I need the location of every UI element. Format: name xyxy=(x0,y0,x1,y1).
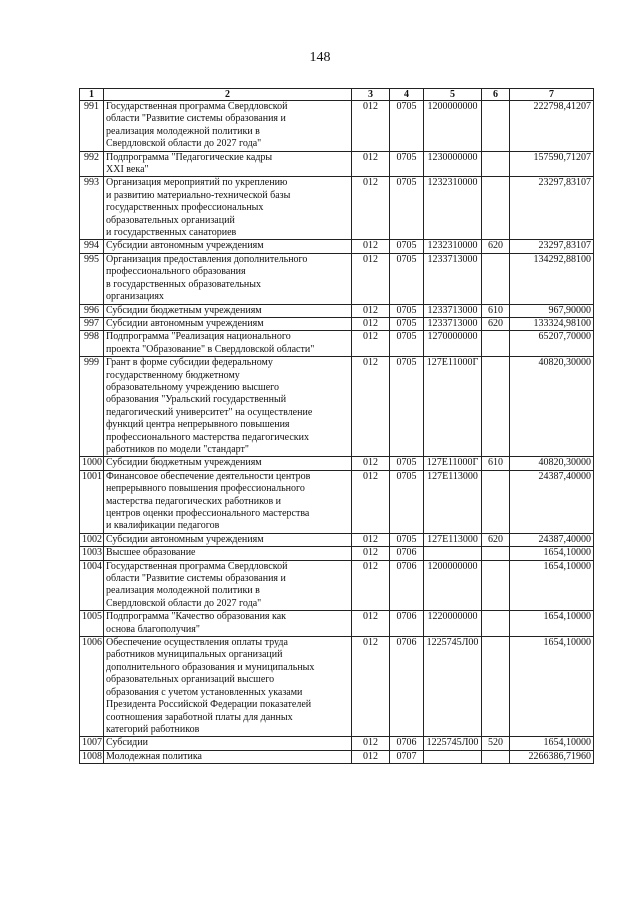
expense-type-cell xyxy=(482,253,510,304)
expense-type-cell: 610 xyxy=(482,457,510,470)
row-number-cell: 995 xyxy=(80,253,104,304)
row-number-cell: 1008 xyxy=(80,750,104,763)
amount-cell: 1654,10000 xyxy=(510,547,594,560)
target-article-cell: 1233713000 xyxy=(424,317,482,330)
target-article-cell: 1230000000 xyxy=(424,151,482,177)
expense-type-cell: 610 xyxy=(482,304,510,317)
row-name-cell: Субсидии бюджетным учреждениям xyxy=(104,457,352,470)
target-article-cell: 1270000000 xyxy=(424,331,482,357)
target-article-cell: 1232310000 xyxy=(424,240,482,253)
row-number-cell: 1003 xyxy=(80,547,104,560)
section-code-cell: 0705 xyxy=(390,331,424,357)
section-code-cell: 0706 xyxy=(390,637,424,737)
amount-cell: 24387,40000 xyxy=(510,470,594,533)
column-header: 2 xyxy=(104,89,352,101)
table-row xyxy=(80,240,594,253)
target-article-cell: 1233713000 xyxy=(424,304,482,317)
row-number-cell: 991 xyxy=(80,101,104,152)
expense-type-cell xyxy=(482,331,510,357)
row-number-cell: 999 xyxy=(80,357,104,457)
section-code-cell: 0705 xyxy=(390,457,424,470)
section-code-cell: 0705 xyxy=(390,533,424,546)
row-number-cell: 1007 xyxy=(80,737,104,750)
row-name-cell: Подпрограмма "Реализация национального проекта "Образование" в Свердловской области" xyxy=(104,331,352,357)
row-number-cell: 997 xyxy=(80,317,104,330)
target-article-cell: 1200000000 xyxy=(424,560,482,611)
row-number-cell: 1000 xyxy=(80,457,104,470)
ministry-code-cell: 012 xyxy=(352,560,390,611)
amount-cell: 134292,88100 xyxy=(510,253,594,304)
ministry-code-cell: 012 xyxy=(352,611,390,637)
row-number-cell: 992 xyxy=(80,151,104,177)
expense-type-cell xyxy=(482,151,510,177)
table-row xyxy=(80,331,594,357)
table-row xyxy=(80,560,594,611)
budget-table xyxy=(79,88,594,764)
amount-cell: 1654,10000 xyxy=(510,611,594,637)
table-row xyxy=(80,317,594,330)
expense-type-cell xyxy=(482,560,510,611)
amount-cell: 133324,98100 xyxy=(510,317,594,330)
ministry-code-cell: 012 xyxy=(352,331,390,357)
amount-cell: 1654,10000 xyxy=(510,560,594,611)
section-code-cell: 0707 xyxy=(390,750,424,763)
table-row xyxy=(80,253,594,304)
ministry-code-cell: 012 xyxy=(352,101,390,152)
row-number-cell: 1005 xyxy=(80,611,104,637)
row-number-cell: 1006 xyxy=(80,637,104,737)
ministry-code-cell: 012 xyxy=(352,357,390,457)
target-article-cell: 1225745Л00 xyxy=(424,737,482,750)
column-header: 3 xyxy=(352,89,390,101)
ministry-code-cell: 012 xyxy=(352,457,390,470)
target-article-cell: 127Е11000Г xyxy=(424,357,482,457)
amount-cell: 2266386,71960 xyxy=(510,750,594,763)
table-row xyxy=(80,547,594,560)
expense-type-cell xyxy=(482,177,510,240)
amount-cell: 40820,30000 xyxy=(510,457,594,470)
expense-type-cell xyxy=(482,357,510,457)
target-article-cell: 1232310000 xyxy=(424,177,482,240)
row-name-cell: Субсидии автономным учреждениям xyxy=(104,533,352,546)
amount-cell: 65207,70000 xyxy=(510,331,594,357)
section-code-cell: 0705 xyxy=(390,240,424,253)
row-number-cell: 1004 xyxy=(80,560,104,611)
row-number-cell: 994 xyxy=(80,240,104,253)
section-code-cell: 0706 xyxy=(390,737,424,750)
target-article-cell: 1225745Л00 xyxy=(424,637,482,737)
section-code-cell: 0705 xyxy=(390,317,424,330)
section-code-cell: 0706 xyxy=(390,560,424,611)
expense-type-cell xyxy=(482,611,510,637)
amount-cell: 23297,83107 xyxy=(510,177,594,240)
row-number-cell: 1002 xyxy=(80,533,104,546)
row-name-cell: Субсидии автономным учреждениям xyxy=(104,240,352,253)
row-name-cell: Субсидии автономным учреждениям xyxy=(104,317,352,330)
ministry-code-cell: 012 xyxy=(352,547,390,560)
target-article-cell: 127Е113000 xyxy=(424,470,482,533)
expense-type-cell: 620 xyxy=(482,240,510,253)
row-name-cell: Государственная программа Свердловской области "Развитие системы образования и реализация молодежной политики в Свердловской области до 2027 года" xyxy=(104,101,352,152)
section-code-cell: 0705 xyxy=(390,357,424,457)
row-name-cell: Грант в форме субсидии федеральному государственному бюджетному образовательному учреждению высшего образования "Уральский государственный педагогический университет" на осуществление функций центра непрерывного повышения профессионального мастерства педагогических работников по модели "стандарт" xyxy=(104,357,352,457)
amount-cell: 1654,10000 xyxy=(510,637,594,737)
page-number: 148 xyxy=(309,50,331,65)
amount-cell: 23297,83107 xyxy=(510,240,594,253)
table-row xyxy=(80,357,594,457)
table-row xyxy=(80,457,594,470)
column-header: 7 xyxy=(510,89,594,101)
expense-type-cell xyxy=(482,547,510,560)
ministry-code-cell: 012 xyxy=(352,637,390,737)
table-header-row xyxy=(80,89,594,101)
ministry-code-cell: 012 xyxy=(352,317,390,330)
column-header: 4 xyxy=(390,89,424,101)
row-name-cell: Субсидии xyxy=(104,737,352,750)
amount-cell: 40820,30000 xyxy=(510,357,594,457)
section-code-cell: 0705 xyxy=(390,253,424,304)
section-code-cell: 0705 xyxy=(390,304,424,317)
row-number-cell: 998 xyxy=(80,331,104,357)
row-name-cell: Финансовое обеспечение деятельности центров непрерывного повышения профессионального мастерства педагогических работников и центров оценки профессионального мастерства и квалификации педагогов xyxy=(104,470,352,533)
table-row xyxy=(80,101,594,152)
expense-type-cell: 520 xyxy=(482,737,510,750)
table-row xyxy=(80,470,594,533)
ministry-code-cell: 012 xyxy=(352,750,390,763)
column-header: 1 xyxy=(80,89,104,101)
table-row xyxy=(80,151,594,177)
section-code-cell: 0705 xyxy=(390,177,424,240)
row-name-cell: Подпрограмма "Педагогические кадры XXI века" xyxy=(104,151,352,177)
expense-type-cell: 620 xyxy=(482,317,510,330)
row-name-cell: Субсидии бюджетным учреждениям xyxy=(104,304,352,317)
column-header: 6 xyxy=(482,89,510,101)
expense-type-cell: 620 xyxy=(482,533,510,546)
target-article-cell: 1200000000 xyxy=(424,101,482,152)
table-row xyxy=(80,611,594,637)
expense-type-cell xyxy=(482,101,510,152)
table-row xyxy=(80,750,594,763)
section-code-cell: 0705 xyxy=(390,470,424,533)
ministry-code-cell: 012 xyxy=(352,240,390,253)
row-name-cell: Организация мероприятий по укреплению и развитию материально-технической базы государственных профессиональных образовательных организаций и государственных санаториев xyxy=(104,177,352,240)
ministry-code-cell: 012 xyxy=(352,177,390,240)
section-code-cell: 0706 xyxy=(390,611,424,637)
row-number-cell: 1001 xyxy=(80,470,104,533)
ministry-code-cell: 012 xyxy=(352,737,390,750)
row-number-cell: 996 xyxy=(80,304,104,317)
table-row xyxy=(80,177,594,240)
ministry-code-cell: 012 xyxy=(352,533,390,546)
amount-cell: 967,90000 xyxy=(510,304,594,317)
row-name-cell: Подпрограмма "Качество образования как основа благополучия" xyxy=(104,611,352,637)
section-code-cell: 0705 xyxy=(390,151,424,177)
row-name-cell: Молодежная политика xyxy=(104,750,352,763)
ministry-code-cell: 012 xyxy=(352,304,390,317)
amount-cell: 222798,41207 xyxy=(510,101,594,152)
ministry-code-cell: 012 xyxy=(352,151,390,177)
row-number-cell: 993 xyxy=(80,177,104,240)
ministry-code-cell: 012 xyxy=(352,253,390,304)
target-article-cell: 127Е11000Г xyxy=(424,457,482,470)
amount-cell: 157590,71207 xyxy=(510,151,594,177)
row-name-cell: Высшее образование xyxy=(104,547,352,560)
table-row xyxy=(80,637,594,737)
expense-type-cell xyxy=(482,637,510,737)
table-row xyxy=(80,533,594,546)
table-row xyxy=(80,304,594,317)
amount-cell: 1654,10000 xyxy=(510,737,594,750)
section-code-cell: 0706 xyxy=(390,547,424,560)
amount-cell: 24387,40000 xyxy=(510,533,594,546)
expense-type-cell xyxy=(482,750,510,763)
target-article-cell: 1233713000 xyxy=(424,253,482,304)
row-name-cell: Обеспечение осуществления оплаты труда работников муниципальных организаций дополнительного образования и муниципальных образовательных организаций высшего образования с учетом установленных указами Президента Российской Федерации показателей соотношения заработной платы для данных категорий работников xyxy=(104,637,352,737)
expense-type-cell xyxy=(482,470,510,533)
row-name-cell: Организация предоставления дополнительного профессионального образования в государственных образовательных организациях xyxy=(104,253,352,304)
target-article-cell: 1220000000 xyxy=(424,611,482,637)
target-article-cell xyxy=(424,750,482,763)
row-name-cell: Государственная программа Свердловской области "Развитие системы образования и реализация молодежной политики в Свердловской области до 2027 года" xyxy=(104,560,352,611)
target-article-cell xyxy=(424,547,482,560)
table-row xyxy=(80,737,594,750)
target-article-cell: 127Е113000 xyxy=(424,533,482,546)
section-code-cell: 0705 xyxy=(390,101,424,152)
column-header: 5 xyxy=(424,89,482,101)
ministry-code-cell: 012 xyxy=(352,470,390,533)
